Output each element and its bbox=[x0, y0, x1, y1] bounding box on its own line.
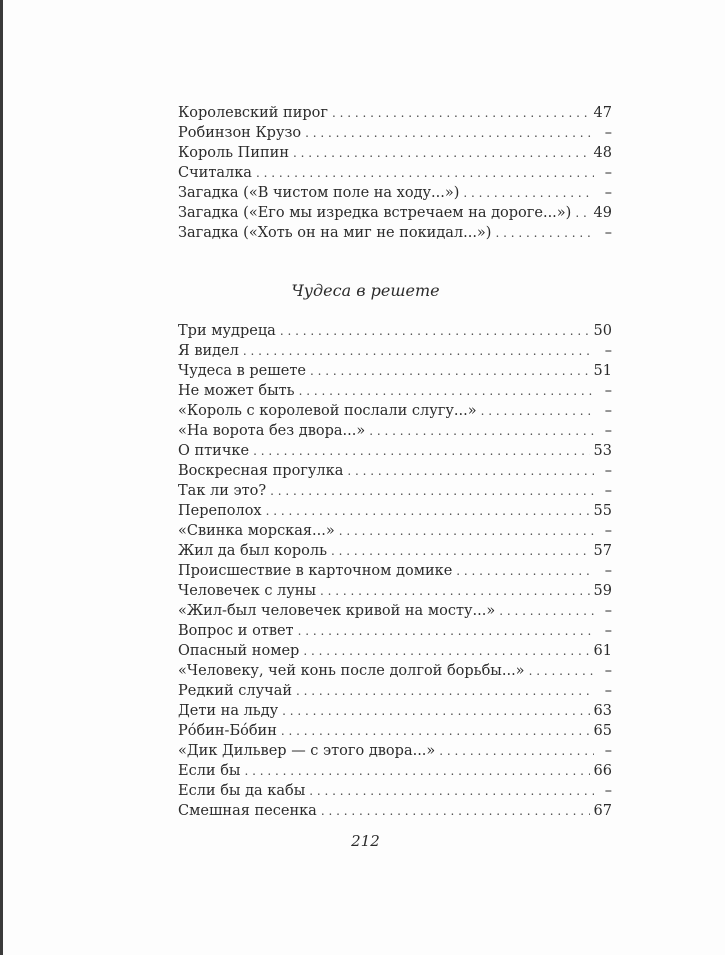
dot-leader bbox=[339, 521, 594, 541]
toc-entry-title: Редкий случай bbox=[178, 683, 293, 699]
dot-leader bbox=[347, 461, 594, 481]
dot-leader bbox=[296, 681, 594, 701]
section-title: Чудеса в решете bbox=[291, 281, 440, 300]
toc-entry bbox=[178, 801, 612, 821]
toc-entry-title: Смешная песенка bbox=[178, 803, 317, 819]
toc-entry bbox=[178, 661, 612, 681]
dot-leader bbox=[305, 123, 594, 143]
dot-leader bbox=[266, 501, 590, 521]
toc-entry bbox=[178, 521, 612, 541]
dot-leader bbox=[303, 641, 589, 661]
toc-entry-title: Рóбин-Бóбин bbox=[178, 723, 277, 739]
toc-entry-title: Загадка («Хоть он на миг не покидал...») bbox=[178, 225, 492, 241]
toc-entry-page: – bbox=[604, 185, 612, 201]
toc-entry-title: Я видел bbox=[178, 343, 239, 359]
toc-entry-page: 51 bbox=[593, 363, 612, 379]
toc-entry bbox=[178, 501, 612, 521]
toc-entry-title: Переполох bbox=[178, 503, 262, 519]
toc-entry-title: «Человеку, чей конь после долгой борьбы...» bbox=[178, 663, 525, 679]
toc-entry bbox=[178, 381, 612, 401]
toc-entry bbox=[178, 163, 612, 183]
dot-leader bbox=[281, 721, 590, 741]
dot-leader bbox=[331, 541, 590, 561]
toc-entry-title: О птичке bbox=[178, 443, 250, 459]
toc-entry-title: Дети на льду bbox=[178, 703, 279, 719]
toc-entry-title: Король Пипин bbox=[178, 145, 289, 161]
toc-entry-page: – bbox=[604, 623, 612, 639]
toc-entry-title: Считалка bbox=[178, 165, 252, 181]
toc-entry-title: «Жил-был человечек кривой на мосту...» bbox=[178, 603, 496, 619]
toc-entry bbox=[178, 601, 612, 621]
toc-entry-title: «Король с королевой послали слугу...» bbox=[178, 403, 477, 419]
dot-leader bbox=[321, 801, 590, 821]
toc-entry bbox=[178, 441, 612, 461]
dot-leader bbox=[332, 103, 590, 123]
toc-entry-title: Чудеса в решете bbox=[178, 363, 306, 379]
dot-leader bbox=[244, 761, 589, 781]
toc-entry-page: 50 bbox=[593, 323, 612, 339]
toc-entry-page: – bbox=[604, 783, 612, 799]
toc-entry bbox=[178, 143, 612, 163]
toc-list-section bbox=[178, 321, 612, 821]
toc-entry-page: 49 bbox=[593, 205, 612, 221]
dot-leader bbox=[575, 203, 589, 223]
toc-entry-title: Загадка («В чистом поле на ходу...») bbox=[178, 185, 460, 201]
dot-leader bbox=[256, 163, 594, 183]
toc-entry-page: – bbox=[604, 225, 612, 241]
toc-entry-page: – bbox=[604, 423, 612, 439]
toc-entry-title: Если бы bbox=[178, 763, 241, 779]
toc-entry bbox=[178, 123, 612, 143]
toc-entry-page: 65 bbox=[593, 723, 612, 739]
toc-entry-page: 61 bbox=[593, 643, 612, 659]
toc-entry-page: – bbox=[604, 383, 612, 399]
dot-leader bbox=[270, 481, 594, 501]
dot-leader bbox=[310, 361, 590, 381]
toc-entry bbox=[178, 681, 612, 701]
toc-entry bbox=[178, 721, 612, 741]
toc-entry bbox=[178, 421, 612, 441]
dot-leader bbox=[280, 321, 590, 341]
toc-entry-page: – bbox=[604, 403, 612, 419]
dot-leader bbox=[463, 183, 594, 203]
toc-entry bbox=[178, 541, 612, 561]
toc-entry-title: Воскресная прогулка bbox=[178, 463, 344, 479]
dot-leader bbox=[243, 341, 594, 361]
toc-entry-title: Не может быть bbox=[178, 383, 295, 399]
toc-entry bbox=[178, 341, 612, 361]
toc-entry-page: – bbox=[604, 743, 612, 759]
toc-entry-page: – bbox=[604, 125, 612, 141]
dot-leader bbox=[529, 661, 594, 681]
toc-entry-page: 48 bbox=[593, 145, 612, 161]
dot-leader bbox=[481, 401, 594, 421]
dot-leader bbox=[309, 781, 594, 801]
toc-entry-title: Королевский пирог bbox=[178, 105, 328, 121]
toc-entry bbox=[178, 321, 612, 341]
toc-entry-title: «На ворота без двора...» bbox=[178, 423, 366, 439]
dot-leader bbox=[299, 381, 594, 401]
toc-entry-title: Три мудреца bbox=[178, 323, 276, 339]
toc-entry-title: Опасный номер bbox=[178, 643, 300, 659]
toc-entry-title: «Свинка морская...» bbox=[178, 523, 335, 539]
toc-entry bbox=[178, 481, 612, 501]
toc-entry-title: Происшествие в карточном домике bbox=[178, 563, 453, 579]
toc-entry-title: Человечек с луны bbox=[178, 583, 316, 599]
toc-entry bbox=[178, 223, 612, 243]
toc-entry-title: Так ли это? bbox=[178, 483, 267, 499]
toc-entry-page: – bbox=[604, 463, 612, 479]
toc-entry bbox=[178, 361, 612, 381]
toc-entry-page: – bbox=[604, 343, 612, 359]
toc-entry-page: – bbox=[604, 663, 612, 679]
toc-entry-page: – bbox=[604, 483, 612, 499]
toc-entry bbox=[178, 781, 612, 801]
toc-entry-page: – bbox=[604, 603, 612, 619]
toc-entry-page: – bbox=[604, 563, 612, 579]
dot-leader bbox=[253, 441, 589, 461]
dot-leader bbox=[439, 741, 594, 761]
toc-entry bbox=[178, 203, 612, 223]
dot-leader bbox=[369, 421, 594, 441]
toc-entry-title: «Дик Дильвер — с этого двора...» bbox=[178, 743, 436, 759]
dot-leader bbox=[298, 621, 594, 641]
toc-entry-page: 63 bbox=[593, 703, 612, 719]
toc-entry-title: Если бы да кабы bbox=[178, 783, 306, 799]
toc-entry bbox=[178, 641, 612, 661]
toc-entry-page: – bbox=[604, 683, 612, 699]
toc-entry bbox=[178, 183, 612, 203]
toc-entry-title: Загадка («Его мы изредка встречаем на дороге...») bbox=[178, 205, 572, 221]
toc-entry-page: 59 bbox=[593, 583, 612, 599]
toc-entry bbox=[178, 581, 612, 601]
toc-entry-page: – bbox=[604, 165, 612, 181]
toc-entry-title: Вопрос и ответ bbox=[178, 623, 294, 639]
toc-entry-page: 67 bbox=[593, 803, 612, 819]
dot-leader bbox=[456, 561, 594, 581]
dot-leader bbox=[499, 601, 594, 621]
toc-entry bbox=[178, 103, 612, 123]
toc-entry-page: 55 bbox=[593, 503, 612, 519]
toc-entry bbox=[178, 561, 612, 581]
toc-entry bbox=[178, 761, 612, 781]
dot-leader bbox=[293, 143, 590, 163]
toc-entry-page: 47 bbox=[593, 105, 612, 121]
toc-entry-page: 53 bbox=[593, 443, 612, 459]
toc-entry-page: 66 bbox=[593, 763, 612, 779]
dot-leader bbox=[320, 581, 590, 601]
dot-leader bbox=[495, 223, 594, 243]
toc-entry bbox=[178, 401, 612, 421]
toc-entry bbox=[178, 741, 612, 761]
toc-entry-title: Жил да был король bbox=[178, 543, 327, 559]
toc-entry bbox=[178, 621, 612, 641]
toc-entry bbox=[178, 461, 612, 481]
toc-entry bbox=[178, 701, 612, 721]
dot-leader bbox=[282, 701, 589, 721]
toc-entry-page: – bbox=[604, 523, 612, 539]
toc-entry-page: 57 bbox=[593, 543, 612, 559]
toc-entry-title: Робинзон Крузо bbox=[178, 125, 302, 141]
page-number: 212 bbox=[351, 832, 380, 850]
toc-list-top bbox=[178, 103, 612, 243]
